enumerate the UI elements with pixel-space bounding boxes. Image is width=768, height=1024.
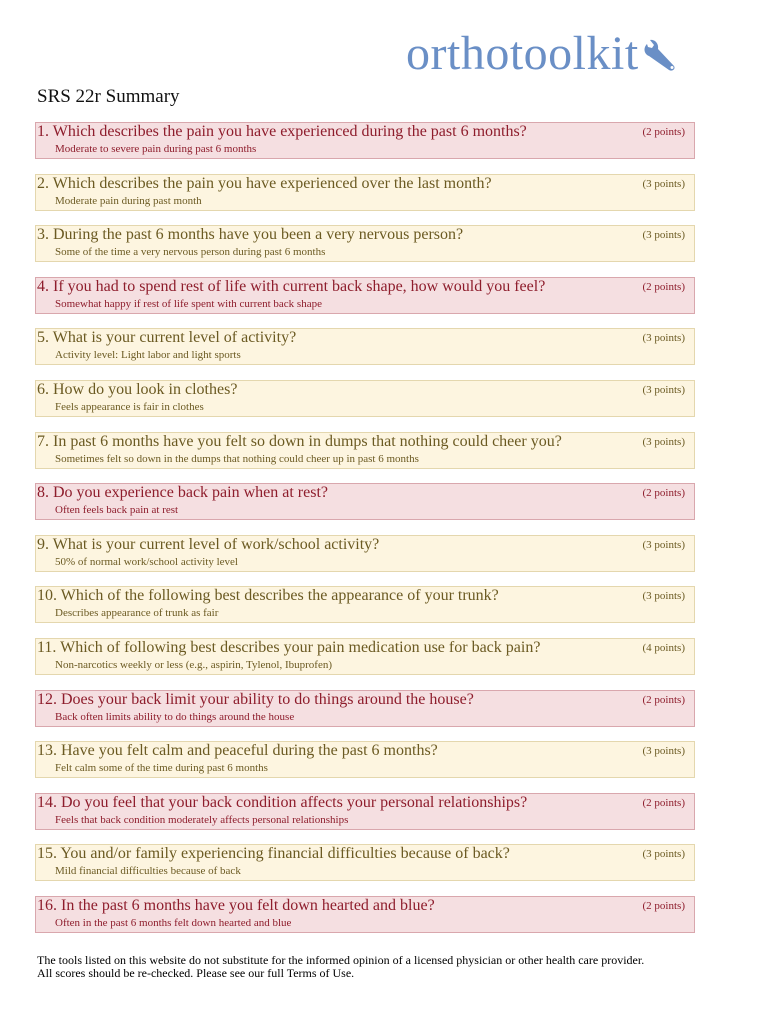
answer-text: Sometimes felt so down in the dumps that nothing could cheer up in past 6 months: [55, 452, 419, 465]
question-text: 8. Do you experience back pain when at rest?: [37, 484, 328, 502]
points-label: (3 points): [642, 745, 685, 758]
document-title: SRS 22r Summary: [37, 86, 180, 107]
answer-text: Non-narcotics weekly or less (e.g., aspirin, Tylenol, Ibuprofen): [55, 658, 333, 671]
summary-item: [35, 844, 695, 881]
answer-text: Somewhat happy if rest of life spent with current back shape: [55, 297, 322, 310]
summary-item: [35, 586, 695, 623]
question-text: 13. Have you felt calm and peaceful during the past 6 months?: [37, 742, 438, 760]
summary-item: [35, 741, 695, 778]
question-text: 2. Which describes the pain you have experienced over the last month?: [37, 174, 492, 192]
points-label: (2 points): [642, 126, 685, 138]
points-label: (3 points): [642, 538, 685, 551]
wrench-icon: [639, 34, 683, 78]
question-text: 11. Which of following best describes your pain medication use for back pain?: [37, 638, 541, 656]
points-label: (2 points): [642, 280, 685, 293]
summary-item: [35, 535, 695, 572]
disclaimer: [37, 954, 737, 980]
question-text: 5. What is your current level of activity?: [37, 329, 297, 347]
answer-text: Feels appearance is fair in clothes: [55, 400, 204, 413]
points-label: (2 points): [642, 693, 685, 706]
summary-item: [35, 690, 695, 727]
points-label: (2 points): [642, 487, 685, 500]
points-label: (3 points): [642, 435, 685, 448]
summary-item: [35, 380, 695, 417]
question-text: 1. Which describes the pain you have experienced during the past 6 months?: [37, 123, 527, 140]
answer-text: Back often limits ability to do things around the house: [55, 710, 295, 723]
question-text: 14. Do you feel that your back condition affects your personal relationships?: [37, 793, 528, 811]
question-text: 9. What is your current level of work/school activity?: [37, 535, 380, 553]
orthotoolkit-logo: [406, 26, 683, 82]
summary-item: [35, 793, 695, 830]
disclaimer-line-2: All scores should be re-checked. Please see our full Terms of Use.: [37, 966, 355, 980]
answer-text: Moderate pain during past month: [55, 194, 202, 207]
points-label: (3 points): [642, 848, 685, 861]
points-label: (2 points): [642, 796, 685, 809]
points-label: (3 points): [642, 590, 685, 603]
summary-item: [35, 225, 695, 262]
points-label: (3 points): [642, 383, 685, 396]
points-label: (3 points): [642, 177, 685, 190]
question-text: 3. During the past 6 months have you been a very nervous person?: [37, 226, 464, 244]
summary-item: [35, 122, 695, 159]
question-text: 16. In the past 6 months have you felt down hearted and blue?: [37, 896, 435, 914]
points-label: (4 points): [642, 641, 685, 654]
question-list: [35, 122, 695, 948]
question-text: 4. If you had to spend rest of life with current back shape, how would you feel?: [37, 277, 546, 295]
answer-text: Felt calm some of the time during past 6 months: [55, 762, 268, 775]
question-text: 10. Which of the following best describes the appearance of your trunk?: [37, 587, 499, 605]
answer-text: Mild financial difficulties because of back: [55, 865, 241, 878]
answer-text: Some of the time a very nervous person during past 6 months: [55, 246, 326, 259]
summary-item: [35, 328, 695, 365]
answer-text: Activity level: Light labor and light sports: [55, 349, 241, 362]
question-text: 15. You and/or family experiencing financial difficulties because of back?: [37, 845, 510, 863]
question-text: 6. How do you look in clothes?: [37, 380, 238, 398]
summary-item: [35, 432, 695, 469]
summary-item: [35, 483, 695, 520]
summary-item: [35, 896, 695, 933]
question-text: 7. In past 6 months have you felt so down in dumps that nothing could cheer you?: [37, 432, 562, 450]
logo-text: orthotoolkit: [406, 27, 639, 80]
points-label: (2 points): [642, 899, 685, 912]
points-label: (3 points): [642, 332, 685, 345]
question-text: 12. Does your back limit your ability to do things around the house?: [37, 690, 474, 708]
answer-text: Often in the past 6 months felt down hearted and blue: [55, 916, 292, 929]
summary-item: [35, 277, 695, 314]
summary-item: [35, 638, 695, 675]
disclaimer-line-1: The tools listed on this website do not substitute for the informed opinion of a licensed physician or other health care provider.: [37, 953, 645, 967]
answer-text: Describes appearance of trunk as fair: [55, 607, 219, 620]
points-label: (3 points): [642, 229, 685, 242]
summary-item: [35, 174, 695, 211]
answer-text: 50% of normal work/school activity level: [55, 555, 238, 568]
answer-text: Often feels back pain at rest: [55, 504, 179, 517]
answer-text: Moderate to severe pain during past 6 months: [55, 143, 257, 155]
answer-text: Feels that back condition moderately affects personal relationships: [55, 813, 349, 826]
